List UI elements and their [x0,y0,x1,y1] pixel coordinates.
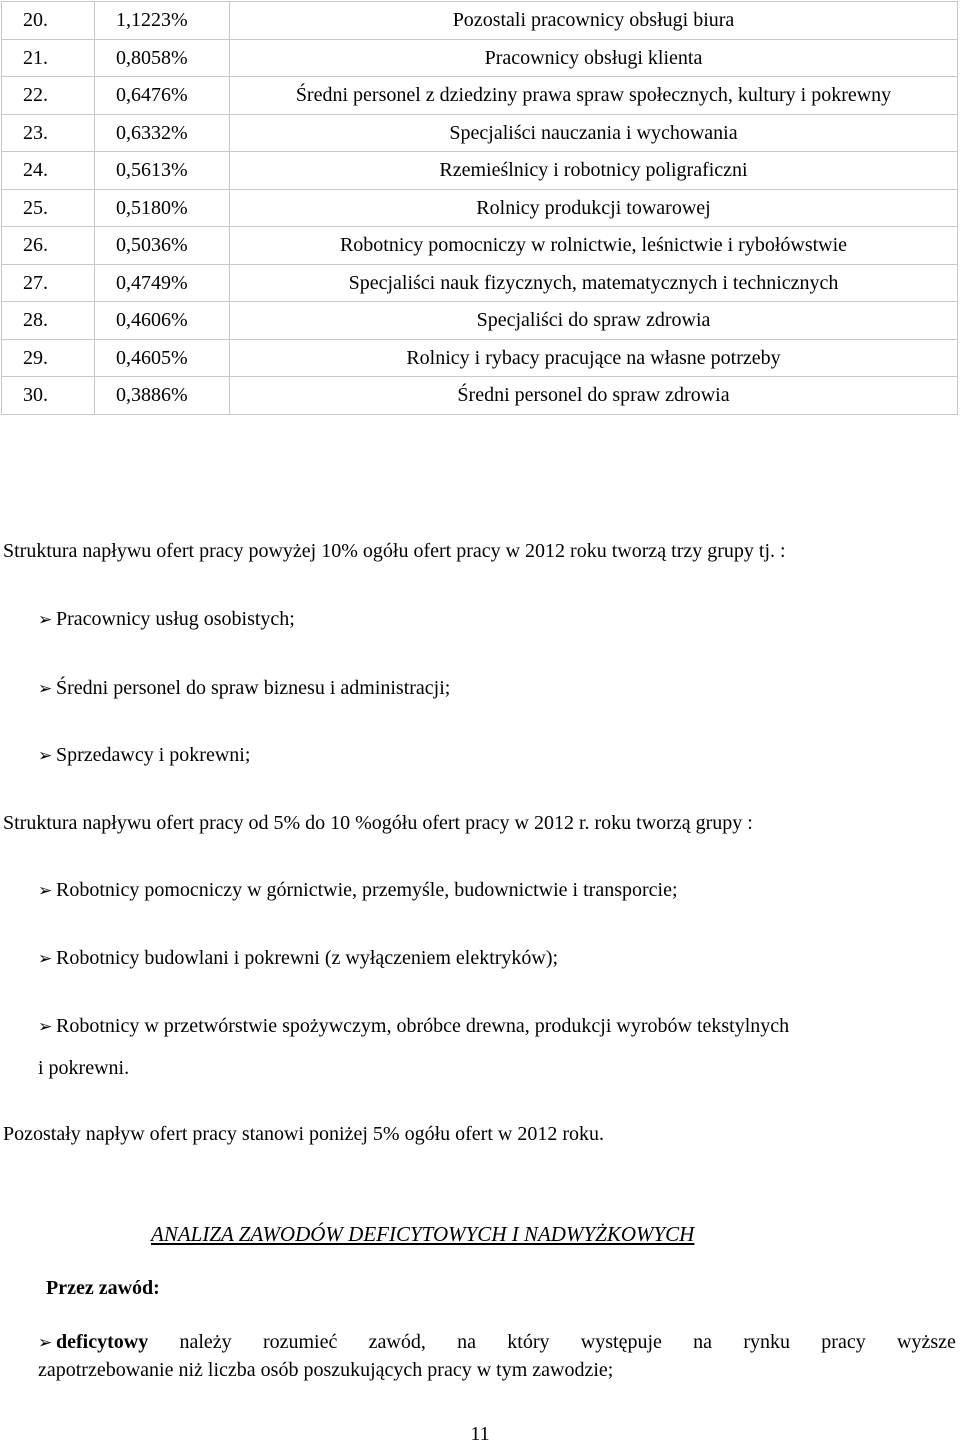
table-row [2,264,958,302]
table-row [2,39,958,77]
section2-list-item: ➢ Robotnicy budowlani i pokrewni (z wyłączeniem elektryków); [38,947,559,969]
percentage-cell: 0,3886% [95,377,230,415]
percentage-cell: 0,5180% [95,189,230,227]
row-number-cell: 25. [2,189,95,227]
percentage-cell: 0,4749% [95,264,230,302]
occupation-name-cell: Średni personel do spraw zdrowia [230,377,958,415]
percentage-cell: 0,5036% [95,227,230,265]
definition-word: pracy [821,1331,866,1353]
arrow-bullet-icon: ➢ [38,949,53,969]
row-number-cell: 23. [2,114,95,152]
page-number: 11 [470,1423,490,1445]
table-row [2,152,958,190]
occupation-name-cell: Robotnicy pomocniczy w rolnictwie, leśnictwie i rybołówstwie [230,227,958,265]
table-row [2,2,958,40]
row-number-cell: 22. [2,77,95,115]
row-number-cell: 26. [2,227,95,265]
section-heading: ANALIZA ZAWODÓW DEFICYTOWYCH I NADWYŻKOWYCH [151,1222,695,1246]
section1-list-item: ➢ Pracownicy usług osobistych; [38,608,295,630]
section2-item-continuation: i pokrewni. [38,1057,130,1079]
arrow-bullet-icon: ➢ [38,881,53,901]
percentage-cell: 0,6476% [95,77,230,115]
percentage-cell: 0,4605% [95,339,230,377]
arrow-bullet-icon: ➢ [38,1017,53,1037]
arrow-bullet-icon: ➢ [38,679,53,699]
percentage-cell: 0,4606% [95,302,230,340]
occupation-name-cell: Specjaliści nauk fizycznych, matematycznych i technicznych [230,264,958,302]
occupation-name-cell: Średni personel z dziedziny prawa spraw społecznych, kultury i pokrewny [230,77,958,115]
row-number-cell: 24. [2,152,95,190]
definition-word: należy [179,1331,232,1353]
occupation-name-cell: Pozostali pracownicy obsługi biura [230,2,958,40]
row-number-cell: 27. [2,264,95,302]
occupation-ranking-table [1,1,958,415]
occupation-name-cell: Specjaliści nauczania i wychowania [230,114,958,152]
definition-word: występuje [580,1331,662,1353]
table-row [2,339,958,377]
section1-list-item: ➢ Średni personel do spraw biznesu i administracji; [38,677,451,699]
definition-second-line: zapotrzebowanie niż liczba osób poszukujących pracy w tym zawodzie; [38,1359,614,1381]
row-number-cell: 28. [2,302,95,340]
occupation-name-cell: Rzemieślnicy i robotnicy poligraficzni [230,152,958,190]
percentage-cell: 0,6332% [95,114,230,152]
definition-bullet [38,1329,956,1384]
definition-word: zawód, [368,1331,426,1353]
table-row [2,302,958,340]
table-row [2,377,958,415]
percentage-cell: 1,1223% [95,2,230,40]
definition-word: wyższe [897,1331,956,1353]
definition-word: rynku [743,1331,791,1353]
occupation-name-cell: Rolnicy produkcji towarowej [230,189,958,227]
table-row [2,227,958,265]
occupation-name-cell: Rolnicy i rybacy pracujące na własne potrzeby [230,339,958,377]
percentage-cell: 0,5613% [95,152,230,190]
remainder-paragraph: Pozostały napływ ofert pracy stanowi poniżej 5% ogółu ofert w 2012 roku. [3,1123,604,1145]
occupation-name-cell: Specjaliści do spraw zdrowia [230,302,958,340]
table-row [2,189,958,227]
definition-first-line [38,1329,956,1357]
row-number-cell: 29. [2,339,95,377]
definition-word: rozumieć [262,1331,338,1353]
table-row [2,77,958,115]
row-number-cell: 20. [2,2,95,40]
definition-word: który [507,1331,550,1353]
occupation-name-cell: Pracownicy obsługi klienta [230,39,958,77]
definition-term-group [38,1329,148,1357]
definition-term: deficytowy [56,1331,149,1353]
arrow-bullet-icon: ➢ [38,610,53,630]
definition-word: na [457,1331,477,1353]
arrow-bullet-icon: ➢ [38,746,53,766]
section2-list-item: ➢ Robotnicy pomocniczy w górnictwie, przemyśle, budownictwie i transporcie; [38,879,678,901]
row-number-cell: 30. [2,377,95,415]
table-row [2,114,958,152]
section2-list-item: ➢ Robotnicy w przetwórstwie spożywczym, obróbce drewna, produkcji wyrobów tekstylnych [38,1015,790,1037]
row-number-cell: 21. [2,39,95,77]
section1-list-item: ➢ Sprzedawcy i pokrewni; [38,744,251,766]
percentage-cell: 0,8058% [95,39,230,77]
arrow-bullet-icon: ➢ [38,1333,53,1353]
section2-intro: Struktura napływu ofert pracy od 5% do 10 %ogółu ofert pracy w 2012 r. roku tworzą grupy : [3,812,753,834]
definition-word: na [693,1331,713,1353]
subheading: Przez zawód: [46,1277,160,1299]
section1-intro: Struktura napływu ofert pracy powyżej 10% ogółu ofert pracy w 2012 roku tworzą trzy grupy tj. : [3,540,786,562]
